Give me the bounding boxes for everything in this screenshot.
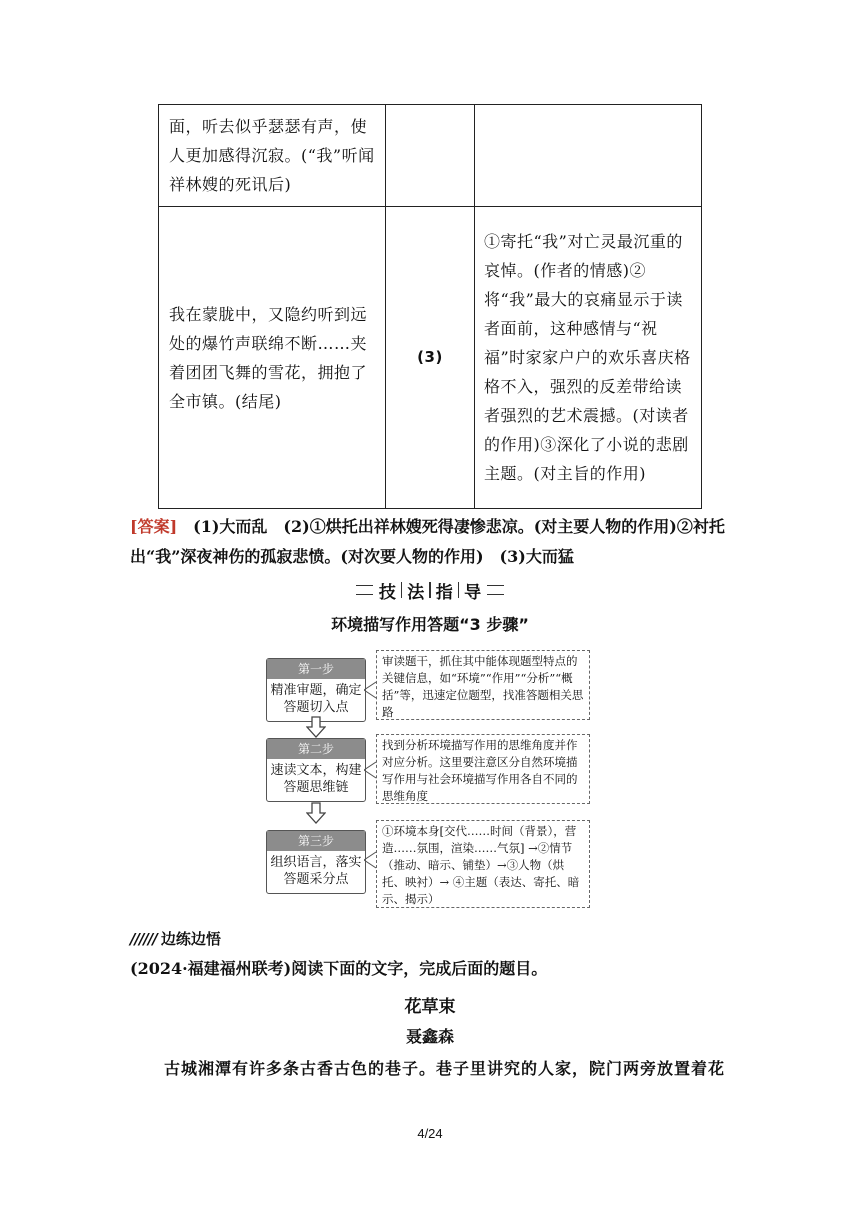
divider	[458, 582, 459, 598]
step-box-2	[266, 738, 366, 802]
table-cell-mid	[386, 105, 475, 207]
technique-char: 指	[435, 582, 453, 603]
question-prompt: (2024·福建福州联考)阅读下面的文字，完成后面的题目。	[130, 959, 548, 978]
table-cell-text	[159, 207, 386, 509]
flow-diagram	[266, 650, 596, 912]
table-cell-text	[159, 105, 386, 207]
technique-char: 技	[378, 582, 396, 603]
effect-text: ①寄托“我”对亡灵最沉重的哀悼。(作者的情感)②将“我”最大的哀痛显示于读者面前，这种感情与“祝福”时家家户户的欢乐喜庆格格不入，强烈的反差带给读者强烈的艺术震撼。(对读者的作用)③深化了小说的悲剧主题。(对主旨的作用)	[484, 232, 691, 483]
step-note-3: ①环境本身[交代……时间（背景），营造……氛围，渲染……气氛] →②情节（推动、暗示、铺垫）→③人物（烘托、映衬）→ ④主题（表达、寄托、暗示、揭示）	[376, 820, 590, 908]
divider	[429, 582, 430, 598]
answer-text: (1)大而乱 (2)①烘托出祥林嫂死得凄惨悲凉。(对主要人物的作用)②衬托出“我”深夜神伤的孤寂悲愤。(对次要人物的作用) (3)大而猛	[130, 517, 725, 566]
page-number: 4/24	[417, 1126, 443, 1141]
step-head: 第二步	[267, 739, 365, 759]
divider	[401, 582, 402, 598]
table-row	[159, 105, 702, 207]
practice-label: 边练边悟	[160, 930, 221, 948]
connector-line	[364, 850, 376, 870]
connector-line	[364, 760, 376, 780]
analysis-table	[158, 104, 702, 509]
practice-heading	[130, 928, 221, 949]
step-body: 速读文本，构建答题思维链	[270, 763, 362, 795]
step-head: 第一步	[267, 659, 365, 679]
step-body: 精准审题，确定答题切入点	[270, 683, 362, 715]
decor-lines	[356, 585, 373, 595]
answer-paragraph	[130, 512, 740, 572]
step-box-1	[266, 658, 366, 722]
step-box-3	[266, 830, 366, 894]
step-note-2: 找到分析环境描写作用的思维角度并作对应分析。这里要注意区分自然环境描写作用与社会环境描写作用各自不同的思维角度	[376, 734, 590, 804]
table-cell-effect	[475, 207, 702, 509]
step-body: 组织语言，落实答题采分点	[270, 855, 362, 887]
table-cell-mid	[386, 207, 475, 509]
connector-line	[364, 680, 376, 700]
technique-header	[350, 578, 510, 602]
down-arrow-icon	[306, 716, 326, 738]
slash-decor: //////	[130, 930, 157, 948]
cell-text: 我在蒙胧中，又隐约听到远处的爆竹声联绵不断……夹着团团飞舞的雪花，拥抱了全市镇。(结尾)	[169, 304, 368, 411]
technique-char: 法	[407, 582, 425, 603]
story-paragraph: 古城湘潭有许多条古香古色的巷子。巷子里讲究的人家，院门两旁放置着花	[164, 1059, 726, 1078]
table-cell-effect	[475, 105, 702, 207]
cell-text: 面，听去似乎瑟瑟有声，使人更加感得沉寂。(“我”听闻祥林嫂的死讯后)	[169, 117, 375, 194]
table-row	[159, 207, 702, 509]
down-arrow-icon	[306, 802, 326, 824]
section-subtitle: 环境描写作用答题“3 步骤”	[331, 615, 529, 634]
author-name: 聂鑫森	[405, 1027, 454, 1046]
answer-tag: [答案]	[130, 517, 178, 536]
step-head: 第三步	[267, 831, 365, 851]
story-title: 花草束	[404, 997, 456, 1017]
step-note-1: 审读题干，抓住其中能体现题型特点的关键信息，如“环境”“作用”“分析”“概括”等，迅速定位题型，找准答题相关思路	[376, 650, 590, 720]
decor-lines	[487, 585, 504, 595]
technique-char: 导	[464, 582, 482, 603]
answer-slot-3: (3)	[417, 348, 443, 366]
